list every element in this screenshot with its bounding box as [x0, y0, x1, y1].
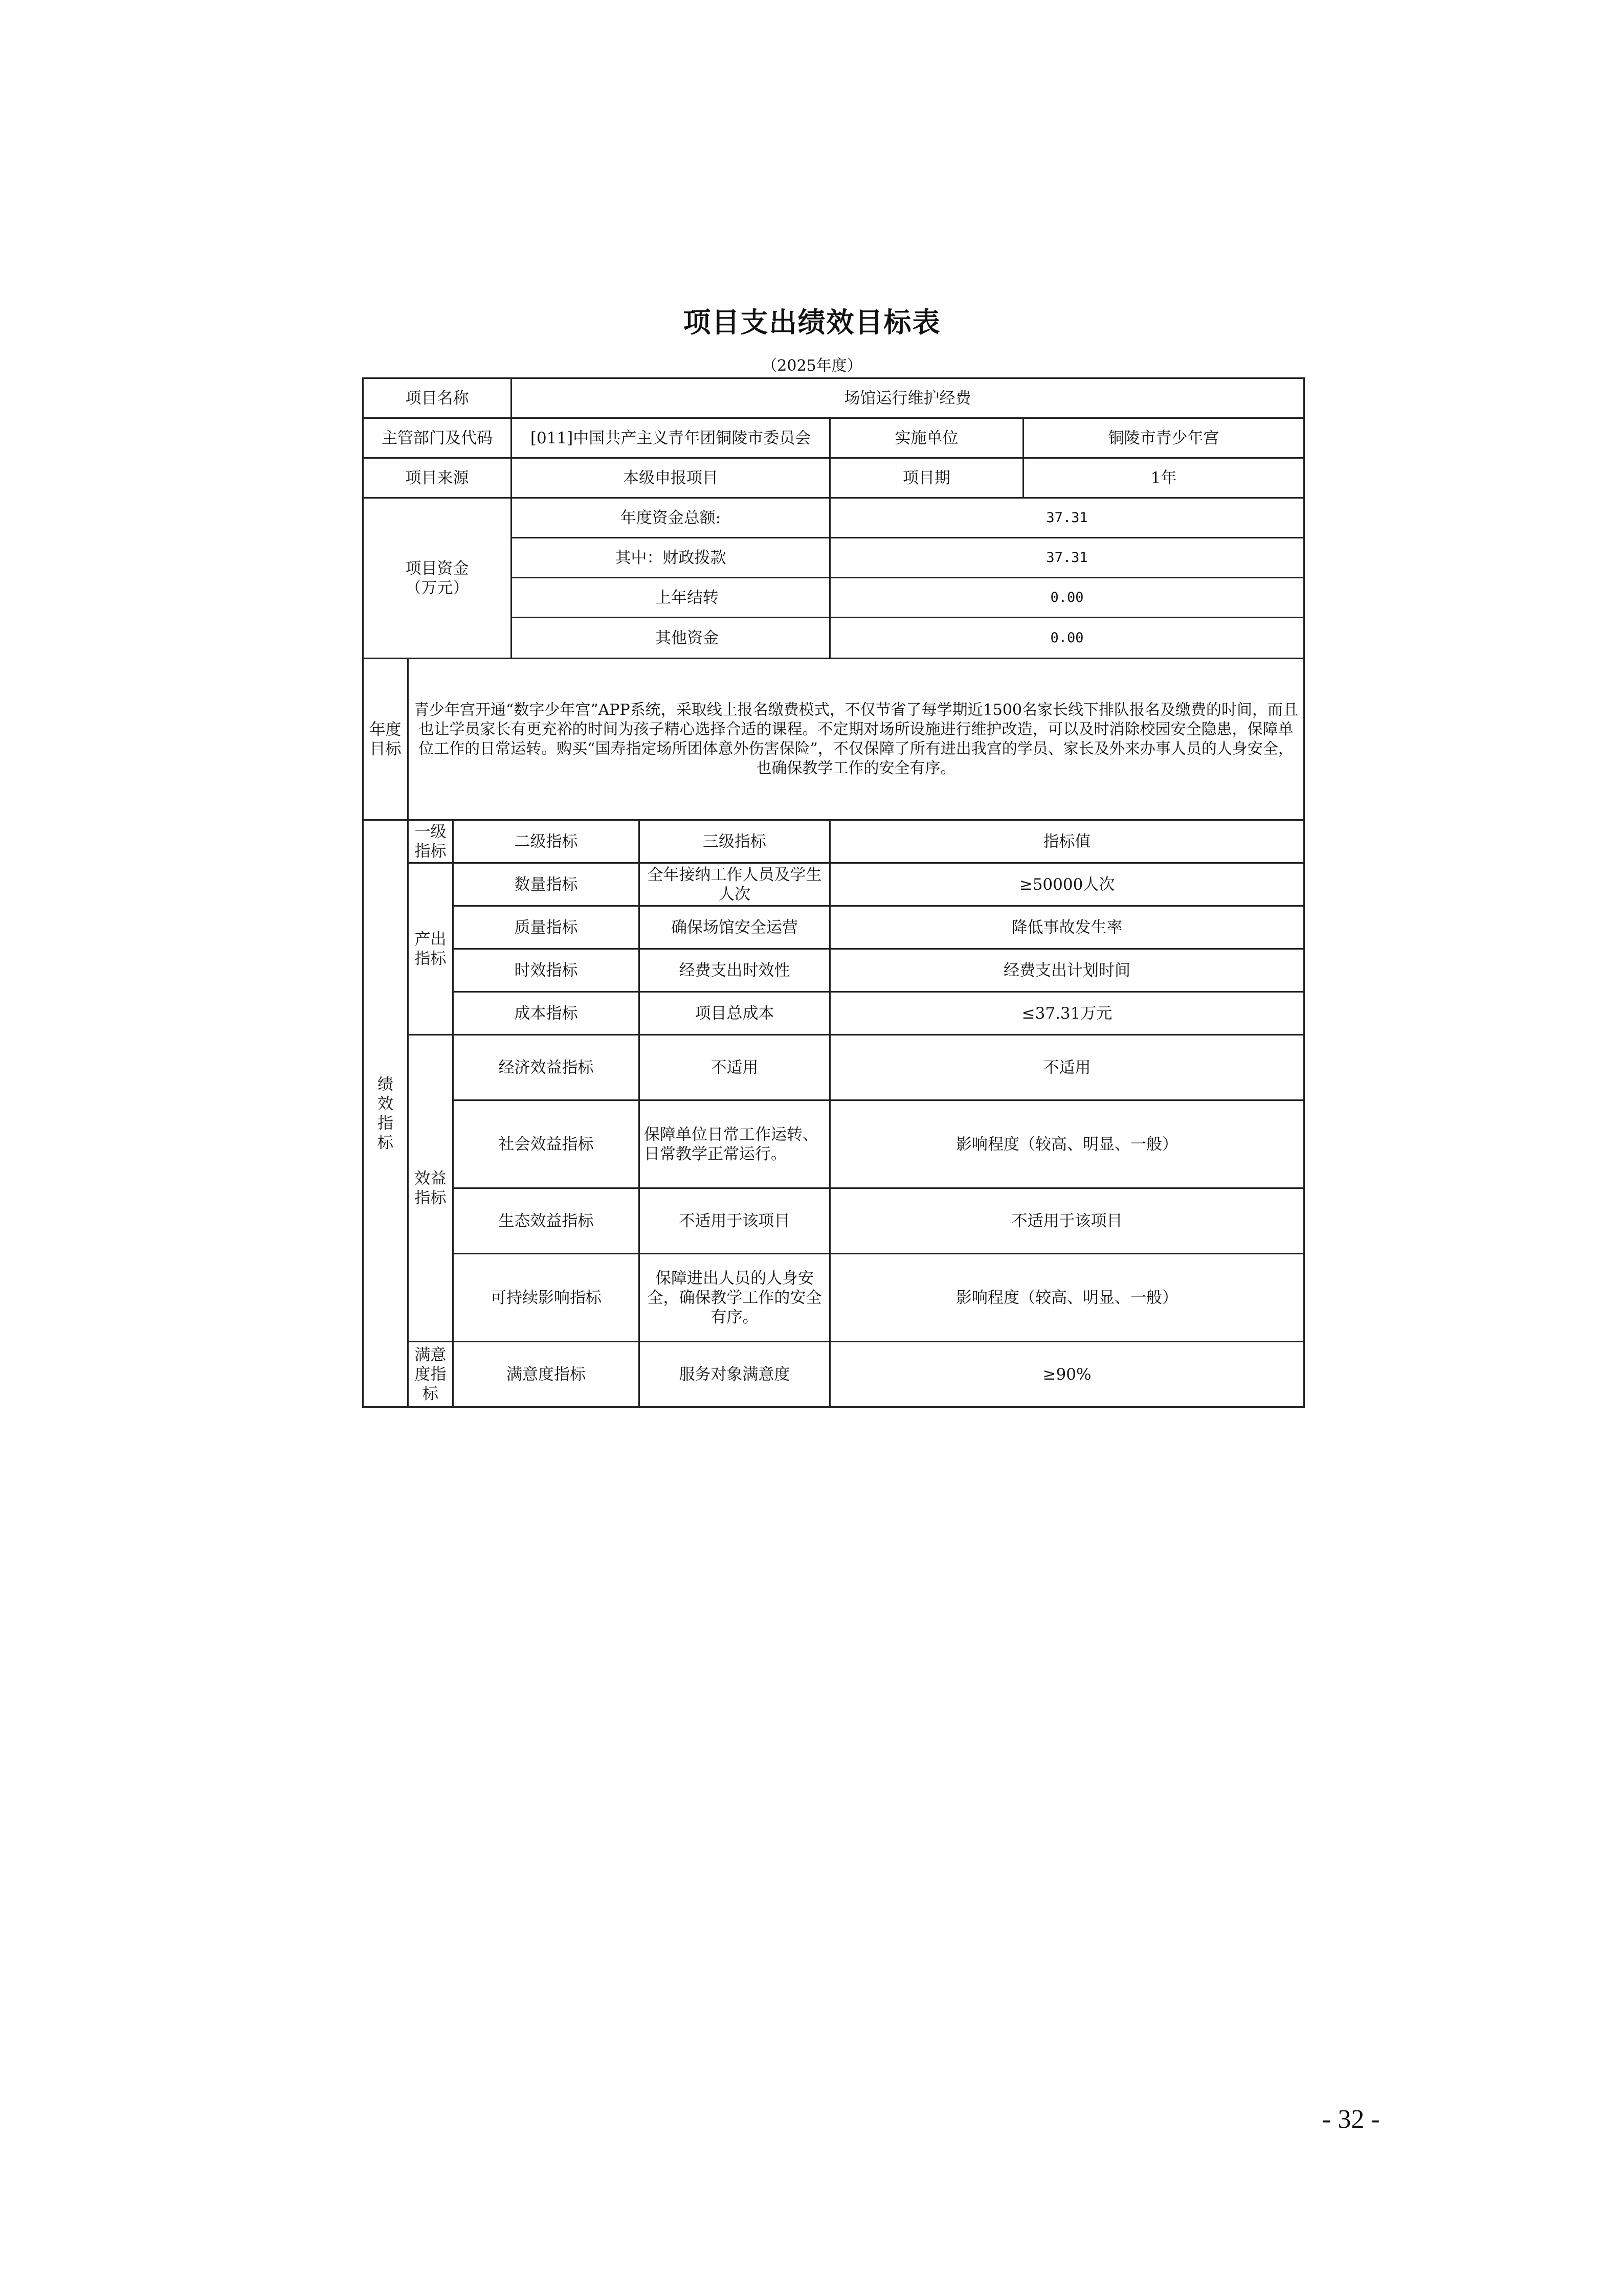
period-label: 项目期	[830, 458, 1024, 498]
row-indicator-header	[363, 820, 1304, 863]
unit-value: 铜陵市青少年宫	[1024, 418, 1304, 458]
page-number: - 32 -	[1322, 2105, 1380, 2134]
project-name-value: 场馆运行维护经费	[511, 378, 1304, 418]
table-row	[363, 949, 1304, 992]
performance-target-table	[362, 377, 1305, 1408]
row-project-name	[363, 378, 1304, 418]
benefit-indicator-label: 效益 指标	[408, 1035, 453, 1342]
funds-fiscal-label: 其中：财政拨款	[511, 538, 830, 578]
header-level1: 一级 指标	[408, 820, 453, 863]
funds-carry-label: 上年结转	[511, 578, 830, 618]
fiscal-year: （2025年度）	[762, 357, 862, 375]
level3-cell: 确保场馆安全运营	[639, 906, 830, 949]
value-cell: 影响程度（较高、明显、一般）	[830, 1100, 1304, 1188]
level3-cell: 项目总成本	[639, 992, 830, 1035]
level2-cell: 时效指标	[453, 949, 639, 992]
level3-cell: 保障单位日常工作运转、日常教学正常运行。	[639, 1100, 830, 1188]
value-cell: 影响程度（较高、明显、一般）	[830, 1254, 1304, 1342]
table-row	[363, 1035, 1304, 1100]
header-level2: 二级指标	[453, 820, 639, 863]
indicators-group-label: 绩 效 指 标	[363, 820, 408, 1407]
value-cell: 不适用于该项目	[830, 1188, 1304, 1254]
row-department	[363, 418, 1304, 458]
annual-goal-label: 年度 目标	[363, 659, 408, 820]
table-row	[363, 1254, 1304, 1342]
table-row	[363, 1100, 1304, 1188]
funds-other-label: 其他资金	[511, 618, 830, 659]
row-funds-total	[363, 498, 1304, 538]
value-cell: 不适用	[830, 1035, 1304, 1100]
level2-cell: 满意度指标	[453, 1342, 639, 1407]
level3-cell: 不适用于该项目	[639, 1188, 830, 1254]
level3-cell: 不适用	[639, 1035, 830, 1100]
value-cell: ≥90%	[830, 1342, 1304, 1407]
source-value: 本级申报项目	[511, 458, 830, 498]
department-value: [011]中国共产主义青年团铜陵市委员会	[511, 418, 830, 458]
level3-cell: 保障进出人员的人身安全，确保教学工作的安全有序。	[639, 1254, 830, 1342]
funds-fiscal-value: 37.31	[830, 538, 1304, 578]
level2-cell: 可持续影响指标	[453, 1254, 639, 1342]
table-row	[363, 906, 1304, 949]
value-cell: 经费支出计划时间	[830, 949, 1304, 992]
level3-cell: 服务对象满意度	[639, 1342, 830, 1407]
header-level3: 三级指标	[639, 820, 830, 863]
table-row	[363, 992, 1304, 1035]
satisfaction-indicator-label: 满意 度指 标	[408, 1342, 453, 1407]
project-name-label: 项目名称	[363, 378, 511, 418]
level2-cell: 生态效益指标	[453, 1188, 639, 1254]
level3-cell: 全年接纳工作人员及学生人次	[639, 863, 830, 906]
funds-total-value: 37.31	[830, 498, 1304, 538]
output-indicator-label: 产出 指标	[408, 863, 453, 1035]
level2-cell: 社会效益指标	[453, 1100, 639, 1188]
value-cell: ≥50000人次	[830, 863, 1304, 906]
row-source	[363, 458, 1304, 498]
level3-cell: 经费支出时效性	[639, 949, 830, 992]
funds-label: 项目资金 （万元）	[363, 498, 511, 659]
level2-cell: 数量指标	[453, 863, 639, 906]
funds-other-value: 0.00	[830, 618, 1304, 659]
row-annual-goal	[363, 659, 1304, 820]
funds-carry-value: 0.00	[830, 578, 1304, 618]
period-value: 1年	[1024, 458, 1304, 498]
department-label: 主管部门及代码	[363, 418, 511, 458]
page-title: 项目支出绩效目标表	[683, 306, 941, 339]
funds-total-label: 年度资金总额:	[511, 498, 830, 538]
level2-cell: 经济效益指标	[453, 1035, 639, 1100]
value-cell: ≤37.31万元	[830, 992, 1304, 1035]
source-label: 项目来源	[363, 458, 511, 498]
table-row	[363, 863, 1304, 906]
unit-label: 实施单位	[830, 418, 1024, 458]
level2-cell: 质量指标	[453, 906, 639, 949]
table-row	[363, 1342, 1304, 1407]
annual-goal-text: 青少年宫开通“数字少年宫”APP系统，采取线上报名缴费模式，不仅节省了每学期近1500名家长线下排队报名及缴费的时间，而且也让学员家长有更充裕的时间为孩子精心选择合适的课程。不定期对场所设施进行维护改造，可以及时消除校园安全隐患，保障单位工作的日常运转。购买“国寿指定场所团体意外伤害保险”，不仅保障了所有进出我宫的学员、家长及外来办事人员的人身安全，也确保教学工作的安全有序。	[408, 659, 1304, 820]
value-cell: 降低事故发生率	[830, 906, 1304, 949]
table-row	[363, 1188, 1304, 1254]
header-value: 指标值	[830, 820, 1304, 863]
level2-cell: 成本指标	[453, 992, 639, 1035]
